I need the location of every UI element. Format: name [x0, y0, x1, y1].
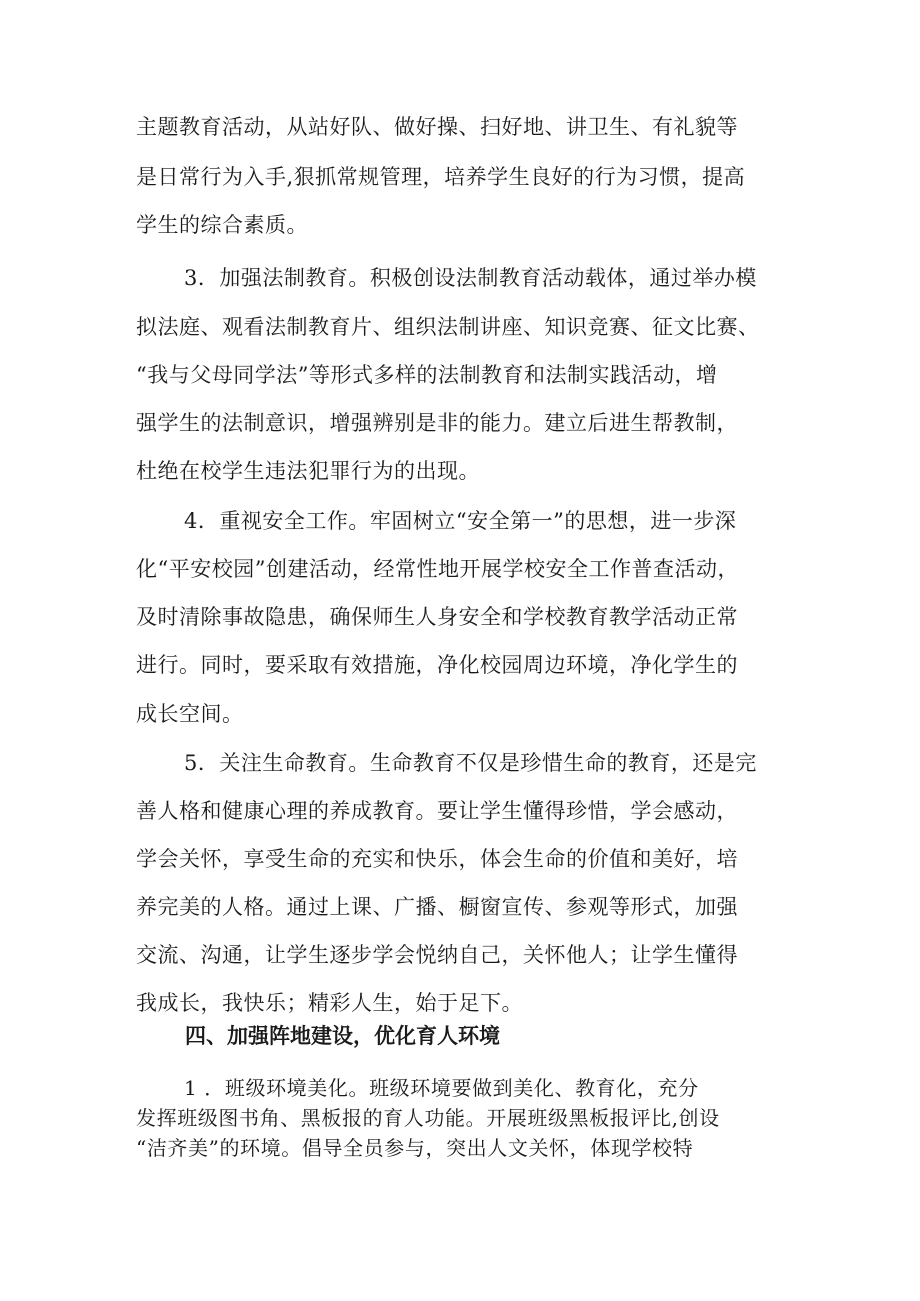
- text-line: 进行。同时，要采取有效措施，净化校园周边环境，净化学生的: [136, 653, 738, 677]
- text-line: 杜绝在校学生违法犯罪行为的出现。: [136, 459, 480, 483]
- text-line: 学生的综合素质。: [136, 213, 308, 237]
- text-line: 拟法庭、观看法制教育片、组织法制讲座、知识竞赛、征文比赛、: [136, 315, 760, 339]
- text-line: 善人格和健康心理的养成教育。要让学生懂得珍惜，学会感动，: [136, 799, 738, 823]
- text-line: 3．加强法制教育。积极创设法制教育活动载体，通过举办模: [184, 266, 757, 290]
- text-line: 主题教育活动，从站好队、做好操、扫好地、讲卫生、有礼貌等: [136, 115, 738, 139]
- text-line: 交流、沟通，让学生逐步学会悦纳自己，关怀他人；让学生懂得: [136, 943, 738, 967]
- text-line: “洁齐美”的环境。倡导全员参与，突出人文关怀，体现学校特: [136, 1136, 694, 1160]
- text-line: 5．关注生命教育。生命教育不仅是珍惜生命的教育，还是完: [184, 751, 757, 775]
- text-line: 发挥班级图书角、黑板报的育人功能。开展班级黑板报评比,创设: [136, 1106, 720, 1130]
- text-line: 养完美的人格。通过上课、广播、橱窗宣传、参观等形式，加强: [136, 895, 738, 919]
- section-heading: 四、加强阵地建设，优化育人环境: [185, 1024, 500, 1048]
- text-line: 1 ．班级环境美化。班级环境要做到美化、教育化，充分: [184, 1076, 699, 1100]
- text-line: “我与父母同学法”等形式多样的法制教育和法制实践活动，增: [136, 363, 718, 387]
- text-line: 是日常行为入手,狠抓常规管理，培养学生良好的行为习惯，提高: [136, 165, 746, 189]
- text-line: 学会关怀，享受生命的充实和快乐，体会生命的价值和美好，培: [136, 847, 738, 871]
- text-line: 强学生的法制意识，增强辨别是非的能力。建立后进生帮教制，: [136, 411, 738, 435]
- text-line: 4．重视安全工作。牢固树立“安全第一”的思想，进一步深: [184, 509, 737, 533]
- text-line: 我成长，我快乐；精彩人生，始于足下。: [136, 991, 523, 1015]
- text-line: 成长空间。: [136, 702, 244, 726]
- text-line: 及时清除事故隐患，确保师生人身安全和学校教育教学活动正常: [136, 605, 738, 629]
- text-line: 化“平安校园”创建活动，经常性地开展学校安全工作普查活动，: [136, 557, 739, 581]
